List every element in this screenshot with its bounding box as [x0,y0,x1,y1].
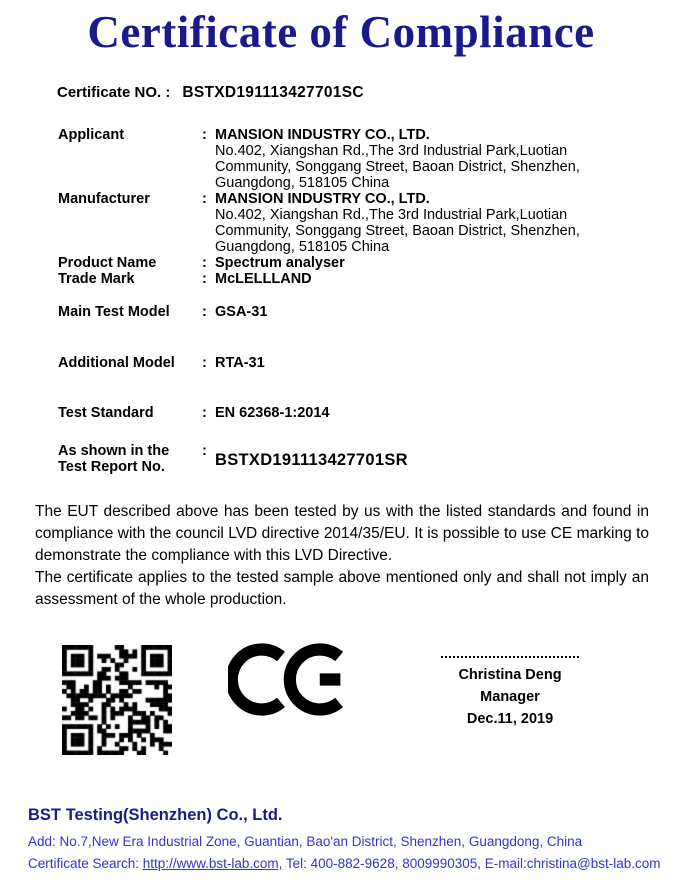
applicant-company: MANSION INDUSTRY CO., LTD. [215,127,430,143]
signatory-role: Manager [480,689,540,705]
applicant-address-line: Community, Songgang Street, Baoan District, Shenzhen, [215,159,580,175]
field-row-manufacturer [58,191,652,255]
certificate-number-row [57,84,364,102]
manufacturer-label: Manufacturer [58,191,150,207]
additional-model-label: Additional Model [58,355,175,371]
product-name-value: Spectrum analyser [215,255,345,271]
signatory-name: Christina Deng [458,667,562,683]
certificate-number-label: Certificate NO. : [57,84,171,101]
product-name-label: Product Name [58,255,157,271]
signature-block [441,656,579,730]
field-row-main-test-model [58,304,652,320]
footer-contact-line [28,856,661,871]
field-row-applicant [58,127,652,191]
colon: : [202,271,207,287]
colon: : [202,191,207,207]
statement-paragraph-1: The EUT described above has been tested by us with the listed standards and found in compliance with the council LVD directive 2014/35/EU. It is possible to use CE marking to demonstrate the compliance with this LVD Directive. [35,503,649,564]
additional-model-value: RTA-31 [215,355,265,371]
certificate-search-label: Certificate Search: [28,856,143,871]
footer-contact-details: Tel: 400-882-9628, 8009990305, E-mail:christina@bst-lab.com [282,856,661,871]
marks-row [0,630,682,800]
manufacturer-address-line: Community, Songgang Street, Baoan District, Shenzhen, [215,223,580,239]
colon: : [202,355,207,371]
footer-company-name: BST Testing(Shenzhen) Co., Ltd. [28,806,283,824]
test-report-label-line1: As shown in the [58,443,170,459]
applicant-label: Applicant [58,127,125,143]
manufacturer-company: MANSION INDUSTRY CO., LTD. [215,191,430,207]
trade-mark-label: Trade Mark [58,271,135,287]
page-title: Certificate of Compliance [87,7,595,57]
manufacturer-address-line: No.402, Xiangshan Rd.,The 3rd Industrial Park,Luotian [215,207,568,223]
manufacturer-value [215,191,652,255]
field-row-additional-model [58,355,652,371]
certificate-number-value: BSTXD191113427701SC [182,84,364,101]
test-report-value: BSTXD191113427701SR [215,451,408,469]
statement-paragraph-2: The certificate applies to the tested sample above mentioned only and shall not imply an assessment of the whole production. [35,569,649,608]
compliance-statement [35,501,649,611]
test-report-label [58,443,202,475]
applicant-address-line: Guangdong, 518105 China [215,175,390,191]
certificate-search-link[interactable]: http://www.bst-lab.com, [142,856,283,871]
field-row-test-report [58,443,652,475]
fields-table [58,127,652,475]
main-test-model-label: Main Test Model [58,304,170,320]
field-row-product-name [58,255,652,271]
qr-code [62,645,172,755]
colon: : [202,405,207,421]
trade-mark-value: McLELLLAND [215,271,312,287]
main-test-model-value: GSA-31 [215,304,268,320]
colon: : [202,255,207,271]
manufacturer-address-line: Guangdong, 518105 China [215,239,390,255]
field-row-test-standard [58,405,652,421]
applicant-value [215,127,652,191]
test-standard-value: EN 62368-1:2014 [215,405,330,421]
field-row-trade-mark [58,271,652,287]
test-standard-label: Test Standard [58,405,154,421]
colon: : [202,127,207,143]
ce-mark-icon [228,642,346,717]
test-report-label-line2: Test Report No. [58,459,165,475]
signature-date: Dec.11, 2019 [466,711,554,727]
footer-address: Add: No.7,New Era Industrial Zone, Guantian, Bao'an District, Shenzhen, Guangdong, China [28,834,583,849]
signature-line [441,656,579,658]
applicant-address-line: No.402, Xiangshan Rd.,The 3rd Industrial Park,Luotian [215,143,568,159]
colon: : [202,443,207,459]
colon: : [202,304,207,320]
